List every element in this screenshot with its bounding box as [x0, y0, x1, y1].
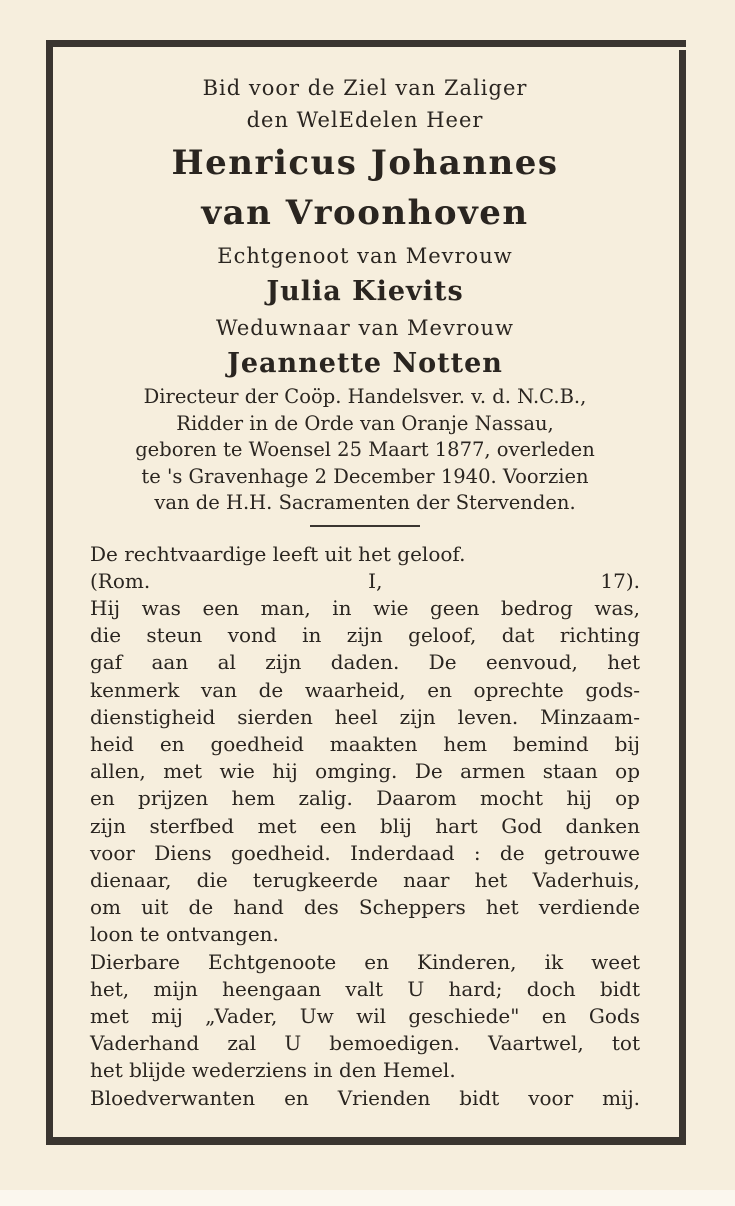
body-line: kenmerk van de waarheid, en oprechte gods- — [90, 677, 640, 702]
body-line: heid en goedheid maakten hem bemind bij — [90, 731, 640, 756]
body-line: voor Diens goedheid. Inderdaad : de getrouwe — [90, 840, 640, 865]
bio-line: van de H.H. Sacramenten der Stervenden. — [154, 491, 576, 514]
body-line: met mij „Vader, Uw wil geschiede" en Gods — [90, 1003, 640, 1028]
bio-line: geboren te Woensel 25 Maart 1877, overleden — [135, 438, 595, 461]
intro-line-2: den WelEdelen Heer — [246, 108, 484, 132]
divider — [310, 525, 420, 527]
border-bottom — [46, 1137, 680, 1145]
body-line: die steun vond in zijn geloof, dat richting — [90, 623, 640, 648]
body-line: gaf aan al zijn daden. De eenvoud, het — [90, 650, 640, 675]
body-line: Hij was een man, in wie geen bedrog was, — [90, 595, 640, 620]
body-line: Dierbare Echtgenoote en Kinderen, ik weet — [90, 949, 640, 974]
header — [90, 72, 640, 382]
body-line: allen, met wie hij omging. De armen staan op — [90, 759, 640, 784]
border-top — [52, 40, 686, 47]
first-wife-name: Jeannette Notten — [227, 348, 503, 379]
body-line: het blijde wederziens in den Hemel. — [90, 1058, 456, 1083]
card-content — [90, 72, 640, 1112]
spouse-name: Julia Kievits — [266, 276, 464, 307]
deceased-name-1: Henricus Johannes — [171, 143, 559, 183]
body-line: dienstigheid sierden heel zijn leven. Minzaam- — [90, 704, 640, 729]
body-line: Bloedverwanten en Vrienden bidt voor mij. — [90, 1085, 640, 1110]
spouse-label: Echtgenoot van Mevrouw — [217, 244, 513, 268]
card-edge — [0, 1190, 735, 1206]
biography — [90, 384, 640, 517]
widower-label: Weduwnaar van Mevrouw — [215, 316, 515, 340]
body-line: dienaar, die terugkeerde naar het Vaderhuis, — [90, 867, 640, 892]
bio-line: te 's Gravenhage 2 December 1940. Voorzien — [141, 464, 589, 488]
deceased-name-2: van Vroonhoven — [201, 193, 529, 233]
body-line: en prijzen hem zalig. Daarom mocht hij op — [90, 786, 640, 811]
body-line: om uit de hand des Scheppers het verdiende — [90, 895, 640, 920]
border-right — [679, 50, 686, 1145]
border-left — [46, 40, 53, 1145]
intro-line-1: Bid voor de Ziel van Zaliger — [202, 76, 528, 100]
body-line: Vaderhand zal U bemoedigen. Vaartwel, tot — [90, 1031, 640, 1056]
body-line: het, mijn heengaan valt U hard; doch bidt — [90, 976, 640, 1001]
bio-line: Ridder in de Orde van Oranje Nassau, — [176, 411, 554, 435]
body-line: zijn sterfbed met een blij hart God danken — [90, 813, 640, 838]
bible-reference: (Rom. I, 17). — [90, 568, 640, 593]
bible-quote: De rechtvaardige leeft uit het geloof. — [90, 541, 466, 566]
memorial-text — [90, 541, 640, 1112]
body-line: loon te ontvangen. — [90, 922, 279, 947]
bio-line: Directeur der Coöp. Handelsver. v. d. N.C.B., — [143, 385, 587, 408]
